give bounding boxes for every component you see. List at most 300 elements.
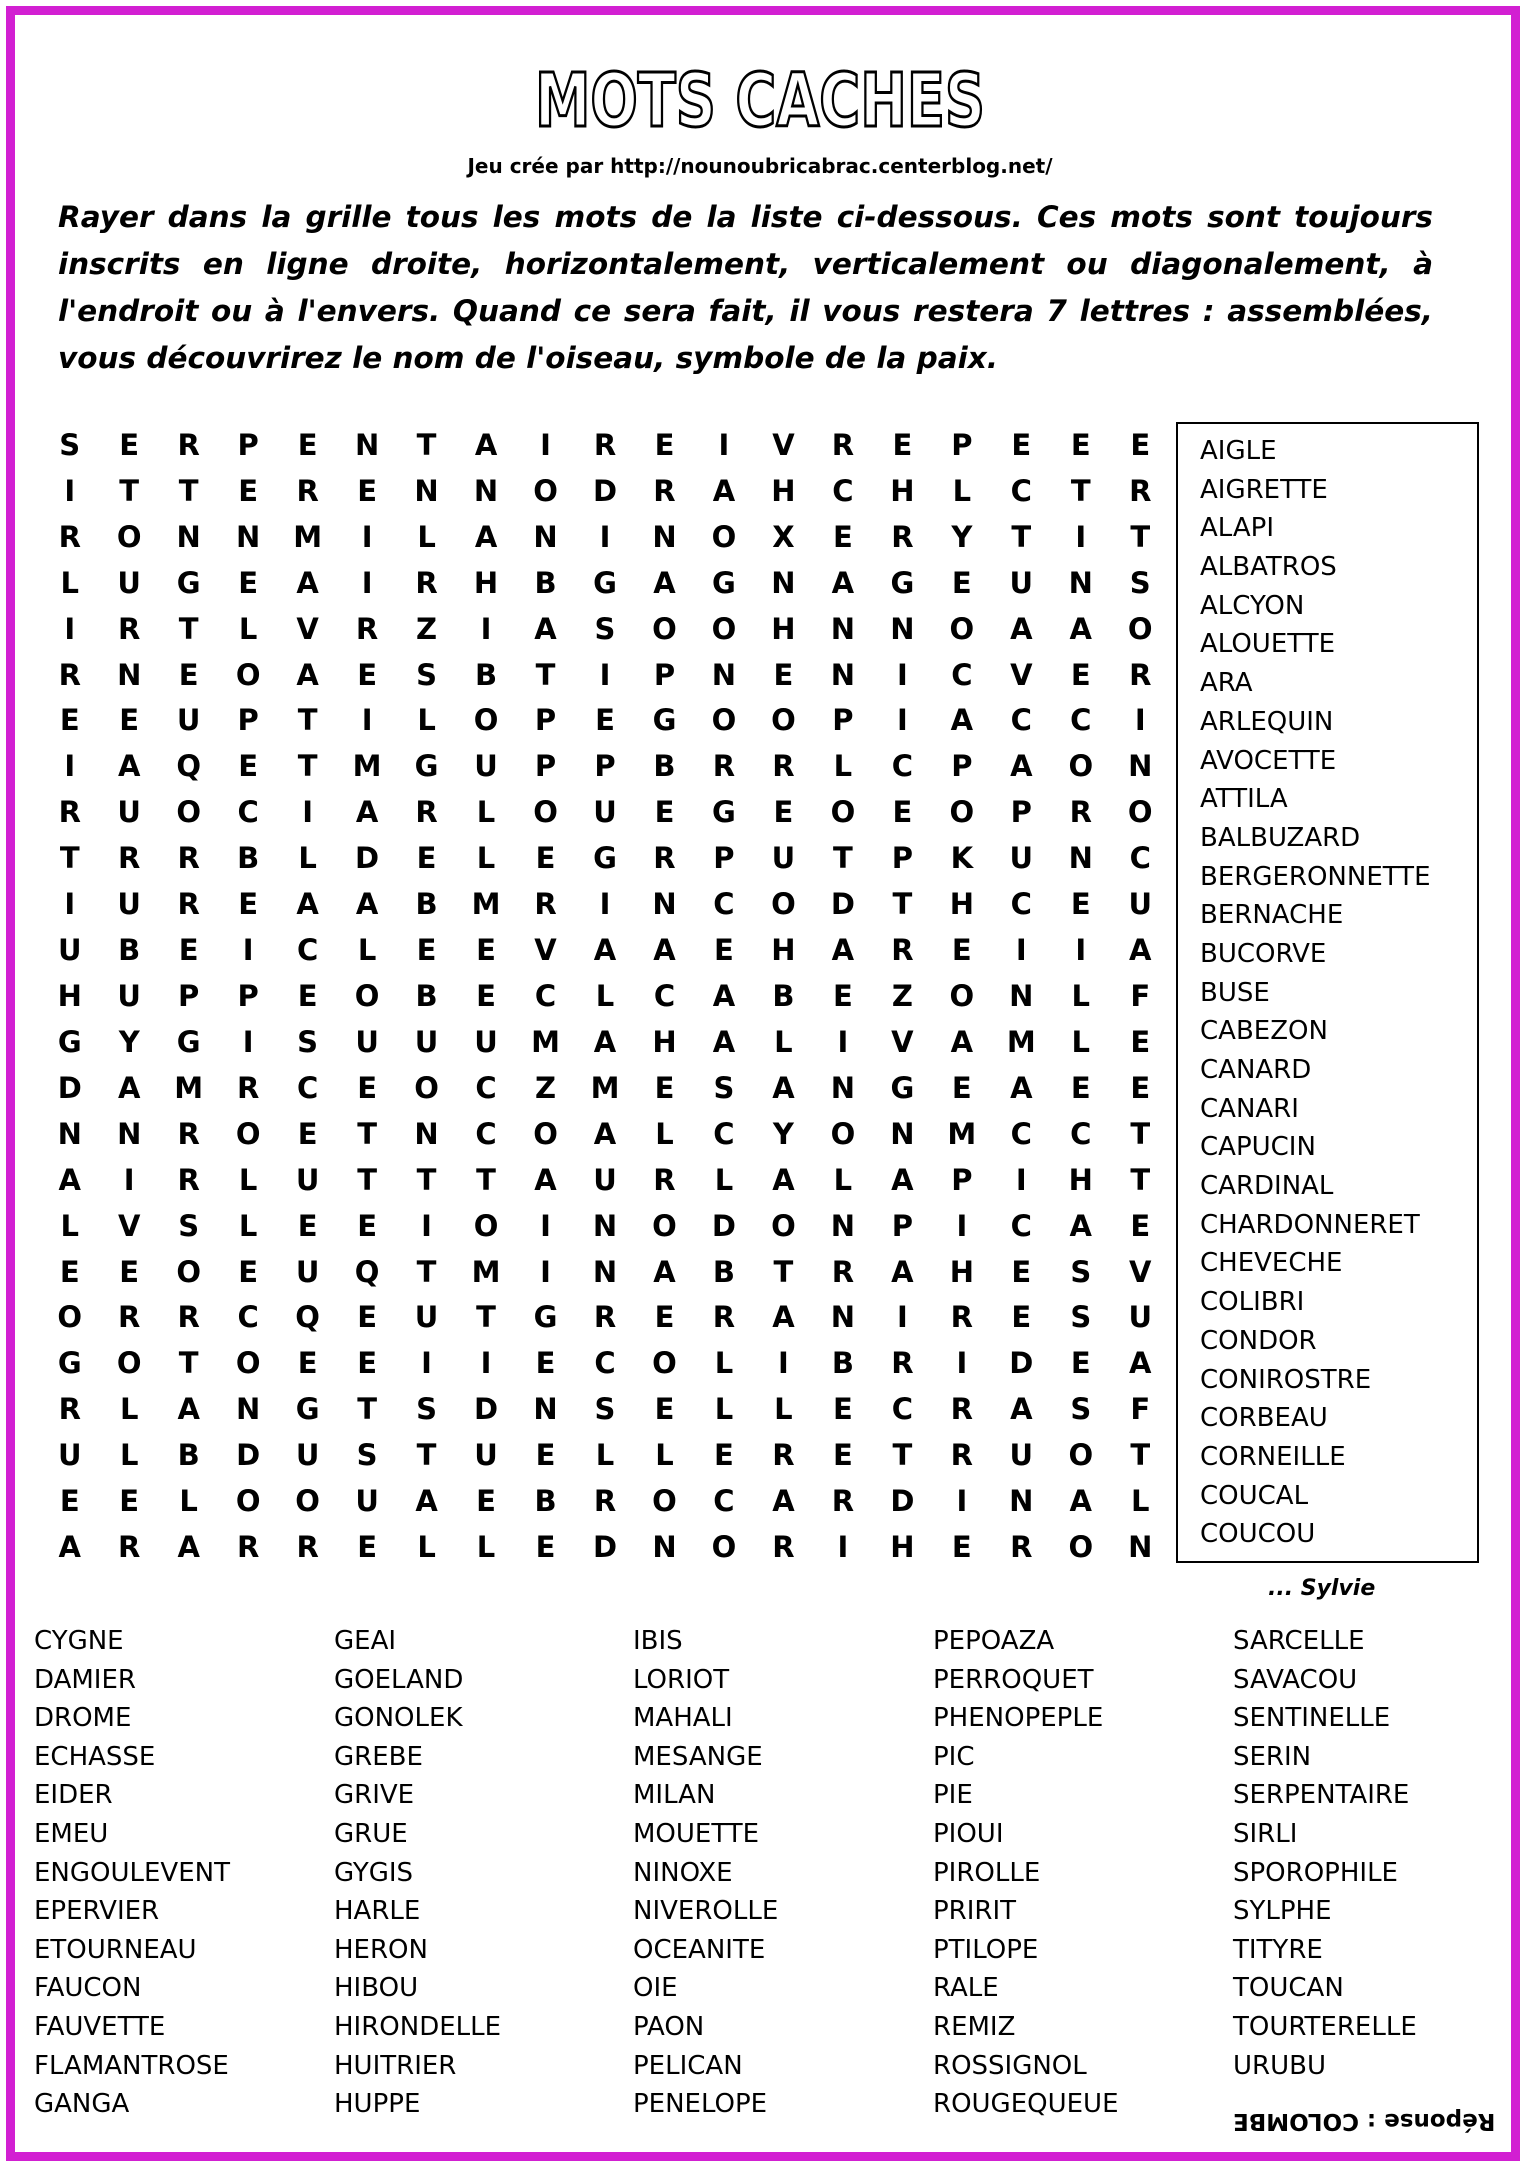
grid-letter[interactable]: R [118, 841, 141, 876]
grid-letter[interactable]: U [57, 1438, 82, 1473]
grid-letter[interactable]: N [1128, 1530, 1153, 1565]
grid-letter[interactable]: E [1070, 1346, 1091, 1381]
grid-letter[interactable]: L [952, 473, 972, 508]
grid-letter[interactable]: E [535, 841, 556, 876]
grid-letter[interactable]: T [1130, 1162, 1151, 1197]
grid-letter[interactable]: E [357, 1300, 377, 1335]
grid-letter[interactable]: I [778, 1346, 789, 1381]
grid-letter[interactable]: R [236, 1070, 260, 1105]
grid-letter[interactable]: S [356, 1438, 378, 1473]
grid-letter[interactable]: T [892, 887, 913, 922]
grid-letter[interactable]: R [653, 841, 676, 876]
grid-letter[interactable]: N [830, 1300, 856, 1335]
grid-letter[interactable]: R [712, 749, 736, 784]
grid-letter[interactable]: P [594, 749, 616, 784]
grid-letter[interactable]: I [421, 1346, 432, 1381]
grid-letter[interactable]: E [951, 565, 972, 600]
grid-letter[interactable]: U [1128, 1300, 1153, 1335]
grid-letter[interactable]: R [593, 1300, 617, 1335]
grid-letter[interactable]: O [235, 1484, 261, 1519]
grid-letter[interactable]: O [949, 611, 975, 646]
grid-letter[interactable]: O [235, 1346, 261, 1381]
grid-letter[interactable]: E [1070, 1070, 1091, 1105]
grid-letter[interactable]: C [1010, 473, 1032, 508]
grid-letter[interactable]: H [890, 1530, 915, 1565]
grid-letter[interactable]: A [831, 933, 855, 968]
grid-letter[interactable]: P [178, 978, 200, 1013]
grid-letter[interactable]: U [593, 795, 617, 830]
grid-letter[interactable]: C [951, 657, 973, 692]
grid-letter[interactable]: N [890, 611, 915, 646]
grid-letter[interactable]: L [119, 1438, 139, 1473]
grid-letter[interactable]: L [238, 1162, 258, 1197]
grid-letter[interactable]: B [118, 933, 141, 968]
grid-letter[interactable]: A [1010, 611, 1033, 646]
grid-letter[interactable]: L [357, 933, 377, 968]
grid-letter[interactable]: E [654, 1070, 675, 1105]
grid-letter[interactable]: Z [535, 1070, 557, 1105]
grid-letter[interactable]: L [476, 1530, 496, 1565]
grid-letter[interactable]: I [361, 519, 373, 554]
grid-letter[interactable]: U [474, 749, 498, 784]
grid-letter[interactable]: E [1130, 427, 1151, 462]
grid-letter[interactable]: N [533, 1392, 558, 1427]
grid-letter[interactable]: I [123, 1162, 135, 1197]
grid-letter[interactable]: S [1070, 1254, 1092, 1289]
grid-letter[interactable]: D [57, 1070, 82, 1105]
grid-letter[interactable]: R [772, 1530, 795, 1565]
grid-letter[interactable]: O [711, 611, 737, 646]
grid-letter[interactable]: D [355, 841, 380, 876]
grid-letter[interactable]: G [57, 1024, 82, 1059]
grid-letter[interactable]: S [59, 427, 81, 462]
grid-letter[interactable]: I [242, 1024, 254, 1059]
grid-letter[interactable]: V [534, 933, 557, 968]
grid-letter[interactable]: P [237, 427, 259, 462]
grid-letter[interactable]: M [174, 1070, 204, 1105]
grid-letter[interactable]: I [837, 1530, 849, 1565]
grid-letter[interactable]: L [238, 611, 258, 646]
grid-letter[interactable]: O [116, 519, 142, 554]
grid-letter[interactable]: G [890, 1070, 915, 1105]
grid-letter[interactable]: R [1129, 657, 1152, 692]
grid-letter[interactable]: H [890, 473, 915, 508]
grid-letter[interactable]: I [1015, 933, 1027, 968]
grid-letter[interactable]: R [58, 795, 81, 830]
grid-letter[interactable]: R [415, 795, 438, 830]
grid-letter[interactable]: Q [354, 1254, 380, 1289]
grid-letter[interactable]: U [295, 1438, 320, 1473]
grid-letter[interactable]: G [295, 1392, 320, 1427]
grid-letter[interactable]: E [297, 1116, 318, 1151]
grid-letter[interactable]: A [474, 519, 498, 554]
grid-letter[interactable]: Z [416, 611, 438, 646]
grid-letter[interactable]: I [896, 703, 908, 738]
grid-letter[interactable]: R [118, 611, 141, 646]
grid-letter[interactable]: M [352, 749, 382, 784]
grid-letter[interactable]: T [416, 1438, 437, 1473]
grid-letter[interactable]: A [950, 703, 974, 738]
grid-letter[interactable]: M [471, 1254, 501, 1289]
grid-letter[interactable]: O [830, 1116, 856, 1151]
grid-letter[interactable]: R [593, 1484, 617, 1519]
grid-letter[interactable]: U [1009, 841, 1034, 876]
grid-letter[interactable]: T [773, 1254, 794, 1289]
grid-letter[interactable]: E [297, 1208, 318, 1243]
grid-letter[interactable]: I [1134, 703, 1146, 738]
grid-letter[interactable]: S [416, 1392, 438, 1427]
grid-letter[interactable]: P [713, 841, 735, 876]
grid-letter[interactable]: N [1128, 749, 1153, 784]
grid-letter[interactable]: E [119, 1254, 140, 1289]
grid-letter[interactable]: E [119, 427, 140, 462]
grid-letter[interactable]: O [176, 795, 201, 830]
grid-letter[interactable]: D [1009, 1346, 1034, 1381]
grid-letter[interactable]: H [771, 611, 796, 646]
grid-letter[interactable]: O [949, 978, 975, 1013]
grid-letter[interactable]: B [474, 657, 498, 692]
grid-letter[interactable]: L [833, 749, 853, 784]
grid-letter[interactable]: G [414, 749, 439, 784]
grid-letter[interactable]: C [1010, 887, 1032, 922]
grid-letter[interactable]: L [655, 1438, 674, 1473]
grid-letter[interactable]: R [177, 427, 200, 462]
grid-letter[interactable]: I [599, 887, 611, 922]
grid-letter[interactable]: C [1129, 841, 1151, 876]
grid-letter[interactable]: T [416, 1162, 437, 1197]
grid-letter[interactable]: E [1011, 1300, 1032, 1335]
grid-letter[interactable]: R [950, 1392, 973, 1427]
grid-letter[interactable]: N [830, 611, 856, 646]
grid-letter[interactable]: B [534, 565, 557, 600]
grid-letter[interactable]: O [711, 1530, 737, 1565]
grid-letter[interactable]: R [118, 1530, 141, 1565]
grid-letter[interactable]: O [295, 1484, 320, 1519]
grid-letter[interactable]: P [891, 1208, 913, 1243]
grid-letter[interactable]: K [950, 841, 974, 876]
grid-letter[interactable]: R [177, 1300, 200, 1335]
grid-letter[interactable]: U [355, 1484, 379, 1519]
grid-letter[interactable]: U [474, 1024, 498, 1059]
grid-letter[interactable]: T [357, 1162, 377, 1197]
grid-letter[interactable]: I [540, 1254, 551, 1289]
grid-letter[interactable]: H [949, 887, 974, 922]
grid-letter[interactable]: P [951, 1162, 973, 1197]
grid-letter[interactable]: A [831, 565, 855, 600]
grid-letter[interactable]: G [712, 565, 736, 600]
grid-letter[interactable]: L [60, 1208, 79, 1243]
grid-letter[interactable]: O [771, 887, 796, 922]
grid-letter[interactable]: C [891, 749, 913, 784]
grid-letter[interactable]: A [1010, 749, 1033, 784]
grid-letter[interactable]: P [1010, 795, 1032, 830]
grid-letter[interactable]: N [354, 427, 380, 462]
grid-letter[interactable]: E [832, 1392, 853, 1427]
grid-letter[interactable]: Y [772, 1116, 794, 1151]
grid-letter[interactable]: A [653, 565, 676, 600]
grid-letter[interactable]: E [892, 795, 913, 830]
grid-letter[interactable]: G [176, 565, 201, 600]
grid-letter[interactable]: G [176, 1024, 201, 1059]
grid-letter[interactable]: T [178, 1346, 199, 1381]
grid-letter[interactable]: E [535, 1346, 556, 1381]
grid-letter[interactable]: I [64, 887, 76, 922]
grid-letter[interactable]: A [1010, 1392, 1033, 1427]
grid-letter[interactable]: E [892, 427, 913, 462]
grid-letter[interactable]: R [653, 1162, 676, 1197]
grid-letter[interactable]: I [242, 933, 254, 968]
grid-letter[interactable]: A [593, 1024, 617, 1059]
grid-letter[interactable]: R [1069, 795, 1092, 830]
grid-letter[interactable]: T [297, 703, 318, 738]
grid-letter[interactable]: I [361, 703, 373, 738]
grid-letter[interactable]: N [771, 565, 796, 600]
grid-letter[interactable]: A [772, 1070, 795, 1105]
grid-letter[interactable]: C [296, 1070, 319, 1105]
grid-letter[interactable]: N [176, 519, 201, 554]
grid-letter[interactable]: U [355, 1024, 379, 1059]
grid-letter[interactable]: E [416, 841, 437, 876]
grid-letter[interactable]: O [1068, 749, 1094, 784]
grid-letter[interactable]: D [711, 1208, 736, 1243]
grid-letter[interactable]: O [949, 795, 975, 830]
grid-letter[interactable]: C [653, 978, 676, 1013]
grid-letter[interactable]: E [357, 1346, 377, 1381]
grid-letter[interactable]: A [1069, 611, 1092, 646]
grid-letter[interactable]: B [177, 1438, 200, 1473]
grid-letter[interactable]: O [235, 657, 261, 692]
grid-letter[interactable]: G [652, 703, 677, 738]
grid-letter[interactable]: E [1070, 657, 1091, 692]
grid-letter[interactable]: A [177, 1392, 200, 1427]
grid-letter[interactable]: T [476, 1300, 496, 1335]
grid-letter[interactable]: L [774, 1024, 793, 1059]
grid-letter[interactable]: E [951, 1070, 972, 1105]
grid-letter[interactable]: B [653, 749, 676, 784]
grid-letter[interactable]: I [896, 657, 908, 692]
grid-letter[interactable]: V [1010, 657, 1033, 692]
grid-letter[interactable]: I [896, 1300, 908, 1335]
grid-letter[interactable]: I [1015, 1162, 1027, 1197]
grid-letter[interactable]: C [594, 1346, 616, 1381]
grid-letter[interactable]: E [357, 1208, 377, 1243]
grid-letter[interactable]: T [1130, 519, 1151, 554]
grid-letter[interactable]: C [475, 1070, 497, 1105]
grid-letter[interactable]: O [1127, 611, 1153, 646]
grid-letter[interactable]: T [1130, 1116, 1151, 1151]
grid-letter[interactable]: Q [295, 1300, 320, 1335]
grid-letter[interactable]: C [891, 1392, 913, 1427]
grid-letter[interactable]: A [58, 1530, 81, 1565]
grid-letter[interactable]: A [593, 933, 617, 968]
grid-letter[interactable]: U [117, 795, 141, 830]
grid-letter[interactable]: A [653, 1254, 676, 1289]
grid-letter[interactable]: R [831, 1484, 855, 1519]
grid-letter[interactable]: I [480, 611, 492, 646]
grid-letter[interactable]: I [421, 1208, 432, 1243]
grid-letter[interactable]: A [712, 473, 736, 508]
grid-letter[interactable]: N [890, 1116, 915, 1151]
grid-letter[interactable]: C [713, 1116, 735, 1151]
grid-letter[interactable]: N [652, 1530, 677, 1565]
grid-letter[interactable]: A [1129, 1346, 1152, 1381]
grid-letter[interactable]: E [832, 978, 853, 1013]
grid-letter[interactable]: C [832, 473, 854, 508]
grid-letter[interactable]: S [416, 657, 438, 692]
grid-letter[interactable]: R [177, 841, 200, 876]
grid-letter[interactable]: H [473, 565, 499, 600]
grid-letter[interactable]: E [357, 473, 377, 508]
grid-letter[interactable]: A [1010, 1070, 1033, 1105]
grid-letter[interactable]: E [476, 1484, 496, 1519]
grid-letter[interactable]: N [830, 1070, 856, 1105]
grid-letter[interactable]: I [1075, 933, 1087, 968]
grid-letter[interactable]: S [594, 1392, 616, 1427]
grid-letter[interactable]: R [831, 427, 855, 462]
grid-letter[interactable]: A [653, 933, 676, 968]
grid-letter[interactable]: A [891, 1254, 914, 1289]
grid-letter[interactable]: V [1129, 1254, 1152, 1289]
grid-letter[interactable]: A [415, 1484, 438, 1519]
grid-letter[interactable]: B [415, 887, 438, 922]
grid-letter[interactable]: B [237, 841, 260, 876]
grid-letter[interactable]: Y [951, 519, 973, 554]
grid-letter[interactable]: L [476, 795, 496, 830]
grid-letter[interactable]: E [238, 887, 259, 922]
grid-letter[interactable]: L [298, 841, 317, 876]
grid-letter[interactable]: R [772, 749, 795, 784]
grid-letter[interactable]: D [830, 887, 855, 922]
grid-letter[interactable]: A [891, 1162, 914, 1197]
grid-letter[interactable]: A [296, 565, 319, 600]
grid-letter[interactable]: C [1010, 703, 1032, 738]
grid-letter[interactable]: R [296, 473, 319, 508]
grid-letter[interactable]: A [1129, 933, 1152, 968]
grid-letter[interactable]: G [533, 1300, 558, 1335]
grid-letter[interactable]: P [951, 427, 973, 462]
grid-letter[interactable]: A [355, 795, 379, 830]
grid-letter[interactable]: N [592, 1254, 618, 1289]
grid-letter[interactable]: O [235, 1116, 261, 1151]
grid-letter[interactable]: A [534, 1162, 557, 1197]
grid-letter[interactable]: A [772, 1162, 795, 1197]
grid-letter[interactable]: E [654, 427, 675, 462]
grid-letter[interactable]: B [415, 978, 438, 1013]
grid-letter[interactable]: S [594, 611, 616, 646]
grid-letter[interactable]: Z [891, 978, 913, 1013]
grid-letter[interactable]: E [178, 657, 199, 692]
grid-letter[interactable]: C [713, 887, 735, 922]
grid-letter[interactable]: L [417, 703, 436, 738]
grid-letter[interactable]: O [711, 703, 737, 738]
grid-letter[interactable]: T [357, 1392, 377, 1427]
grid-letter[interactable]: L [595, 978, 615, 1013]
grid-letter[interactable]: T [1011, 519, 1032, 554]
grid-letter[interactable]: L [238, 1208, 258, 1243]
grid-letter[interactable]: E [178, 933, 199, 968]
grid-letter[interactable]: C [713, 1484, 735, 1519]
grid-letter[interactable]: G [890, 565, 915, 600]
grid-letter[interactable]: C [1070, 1116, 1092, 1151]
grid-letter[interactable]: E [1130, 1208, 1151, 1243]
grid-letter[interactable]: L [1071, 978, 1091, 1013]
grid-letter[interactable]: H [57, 978, 82, 1013]
grid-letter[interactable]: T [416, 427, 437, 462]
grid-letter[interactable]: O [652, 1208, 677, 1243]
grid-letter[interactable]: F [1130, 978, 1151, 1013]
grid-letter[interactable]: N [652, 887, 677, 922]
grid-letter[interactable]: T [178, 611, 199, 646]
grid-letter[interactable]: O [652, 611, 677, 646]
grid-letter[interactable]: S [297, 1024, 319, 1059]
grid-letter[interactable]: R [236, 1530, 260, 1565]
grid-letter[interactable]: R [1010, 1530, 1033, 1565]
grid-letter[interactable]: O [771, 703, 796, 738]
grid-letter[interactable]: N [652, 519, 677, 554]
grid-letter[interactable]: E [595, 703, 615, 738]
grid-letter[interactable]: U [57, 933, 82, 968]
grid-letter[interactable]: O [533, 473, 558, 508]
grid-letter[interactable]: E [1011, 1254, 1032, 1289]
grid-letter[interactable]: Y [118, 1024, 140, 1059]
grid-letter[interactable]: E [297, 1346, 318, 1381]
grid-letter[interactable]: R [891, 1346, 914, 1381]
grid-letter[interactable]: V [772, 427, 795, 462]
grid-letter[interactable]: I [956, 1484, 968, 1519]
grid-letter[interactable]: O [473, 703, 499, 738]
grid-letter[interactable]: C [1010, 1208, 1032, 1243]
grid-letter[interactable]: R [58, 657, 81, 692]
grid-letter[interactable]: A [355, 887, 379, 922]
grid-letter[interactable]: Q [176, 749, 201, 784]
grid-letter[interactable]: O [830, 795, 856, 830]
grid-letter[interactable]: E [119, 1484, 140, 1519]
grid-letter[interactable]: I [599, 519, 611, 554]
grid-letter[interactable]: A [534, 611, 557, 646]
grid-letter[interactable]: L [1131, 1484, 1150, 1519]
grid-letter[interactable]: H [1068, 1162, 1093, 1197]
grid-letter[interactable]: U [1009, 1438, 1034, 1473]
grid-letter[interactable]: I [361, 565, 373, 600]
grid-letter[interactable]: G [593, 841, 617, 876]
grid-letter[interactable]: N [1009, 978, 1034, 1013]
grid-letter[interactable]: L [1071, 1024, 1091, 1059]
grid-letter[interactable]: E [357, 1530, 377, 1565]
grid-letter[interactable]: A [1069, 1208, 1092, 1243]
grid-letter[interactable]: A [117, 749, 141, 784]
grid-letter[interactable]: L [417, 519, 436, 554]
grid-letter[interactable]: H [949, 1254, 974, 1289]
grid-letter[interactable]: B [772, 978, 795, 1013]
grid-letter[interactable]: B [831, 1346, 854, 1381]
grid-letter[interactable]: E [476, 978, 496, 1013]
grid-letter[interactable]: R [58, 519, 81, 554]
grid-letter[interactable]: L [60, 565, 79, 600]
grid-letter[interactable]: T [892, 1438, 913, 1473]
grid-letter[interactable]: D [890, 1484, 915, 1519]
grid-letter[interactable]: E [1070, 887, 1091, 922]
grid-letter[interactable]: P [832, 703, 854, 738]
grid-letter[interactable]: R [950, 1438, 973, 1473]
grid-letter[interactable]: E [238, 565, 259, 600]
grid-letter[interactable]: A [296, 887, 319, 922]
grid-letter[interactable]: R [653, 473, 676, 508]
grid-letter[interactable]: C [237, 1300, 259, 1335]
grid-letter[interactable]: R [831, 1254, 855, 1289]
grid-letter[interactable]: N [414, 473, 439, 508]
grid-letter[interactable]: S [1129, 565, 1151, 600]
grid-letter[interactable]: R [296, 1530, 319, 1565]
